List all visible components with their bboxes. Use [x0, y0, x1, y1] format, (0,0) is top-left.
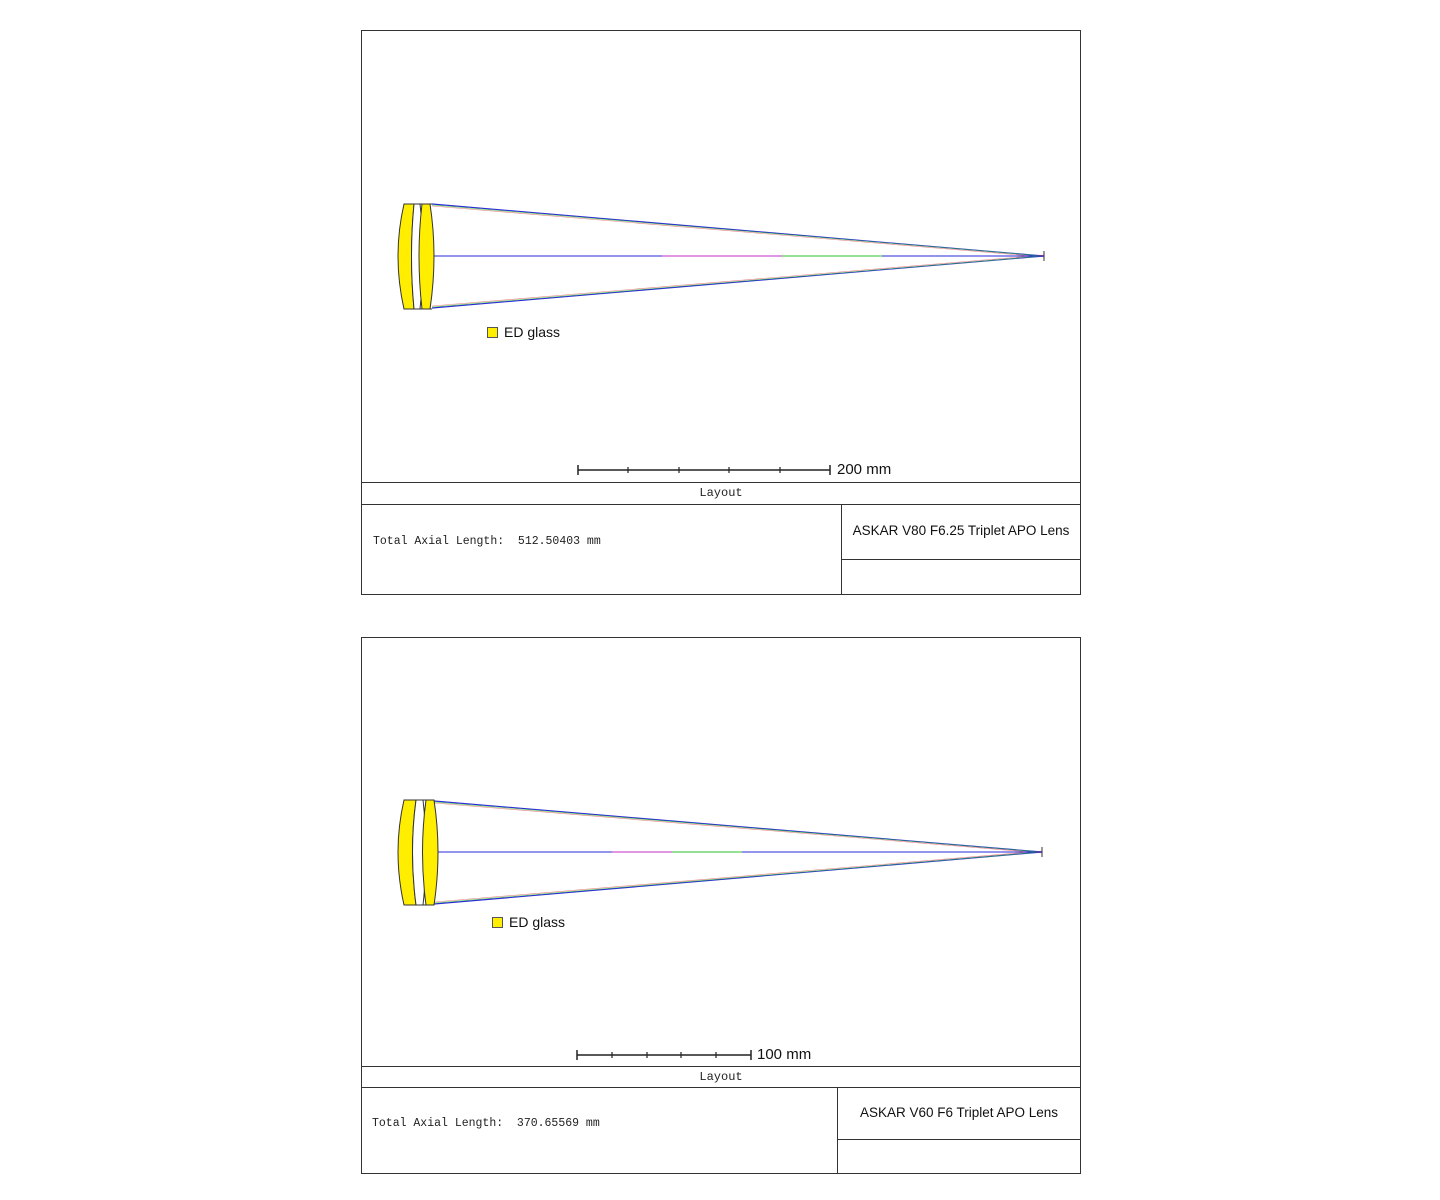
ed-glass-swatch [487, 327, 498, 338]
ray-upper-green [432, 205, 1044, 256]
layout-panel-v80 [361, 30, 1081, 595]
lens-elements [398, 204, 434, 309]
ray-lower-green [432, 256, 1044, 307]
legend-label: ED glass [504, 324, 561, 340]
ray-upper-red [432, 206, 1044, 257]
ed-glass-swatch [492, 917, 503, 928]
layout-label: Layout [362, 482, 1080, 505]
scale-label: 100 mm [757, 1046, 812, 1063]
ray-lower-red [434, 851, 1042, 902]
ray-diagram [362, 638, 1082, 1068]
ray-lower-red [432, 255, 1044, 306]
lens-title: ASKAR V80 F6.25 Triplet APO Lens [842, 504, 1080, 560]
axial-length-text: Total Axial Length: 370.65569 mm [372, 1117, 600, 1130]
lens-title-box [841, 504, 1080, 595]
lens-element-3-ed [419, 204, 434, 309]
lens-title: ASKAR V60 F6 Triplet APO Lens [838, 1087, 1080, 1140]
ray-diagram [362, 31, 1082, 483]
ray-upper-green [434, 802, 1042, 852]
axial-length-text: Total Axial Length: 512.50403 mm [373, 535, 601, 548]
lens-title-box [837, 1087, 1080, 1174]
layout-panel-v60 [361, 637, 1081, 1174]
lens-element-3-ed [423, 800, 439, 905]
ray-upper-red [434, 803, 1042, 853]
layout-label: Layout [362, 1066, 1080, 1088]
scale-label: 200 mm [837, 461, 892, 478]
legend-ed-glass [487, 324, 560, 340]
lens-elements [398, 800, 438, 905]
scale-bar [578, 465, 830, 475]
scale-bar [577, 1050, 751, 1060]
legend-ed-glass [492, 914, 565, 930]
ray-lower-green [434, 852, 1042, 903]
legend-label: ED glass [509, 914, 566, 930]
ray-bundle [434, 801, 1042, 904]
ray-bundle [432, 204, 1044, 308]
